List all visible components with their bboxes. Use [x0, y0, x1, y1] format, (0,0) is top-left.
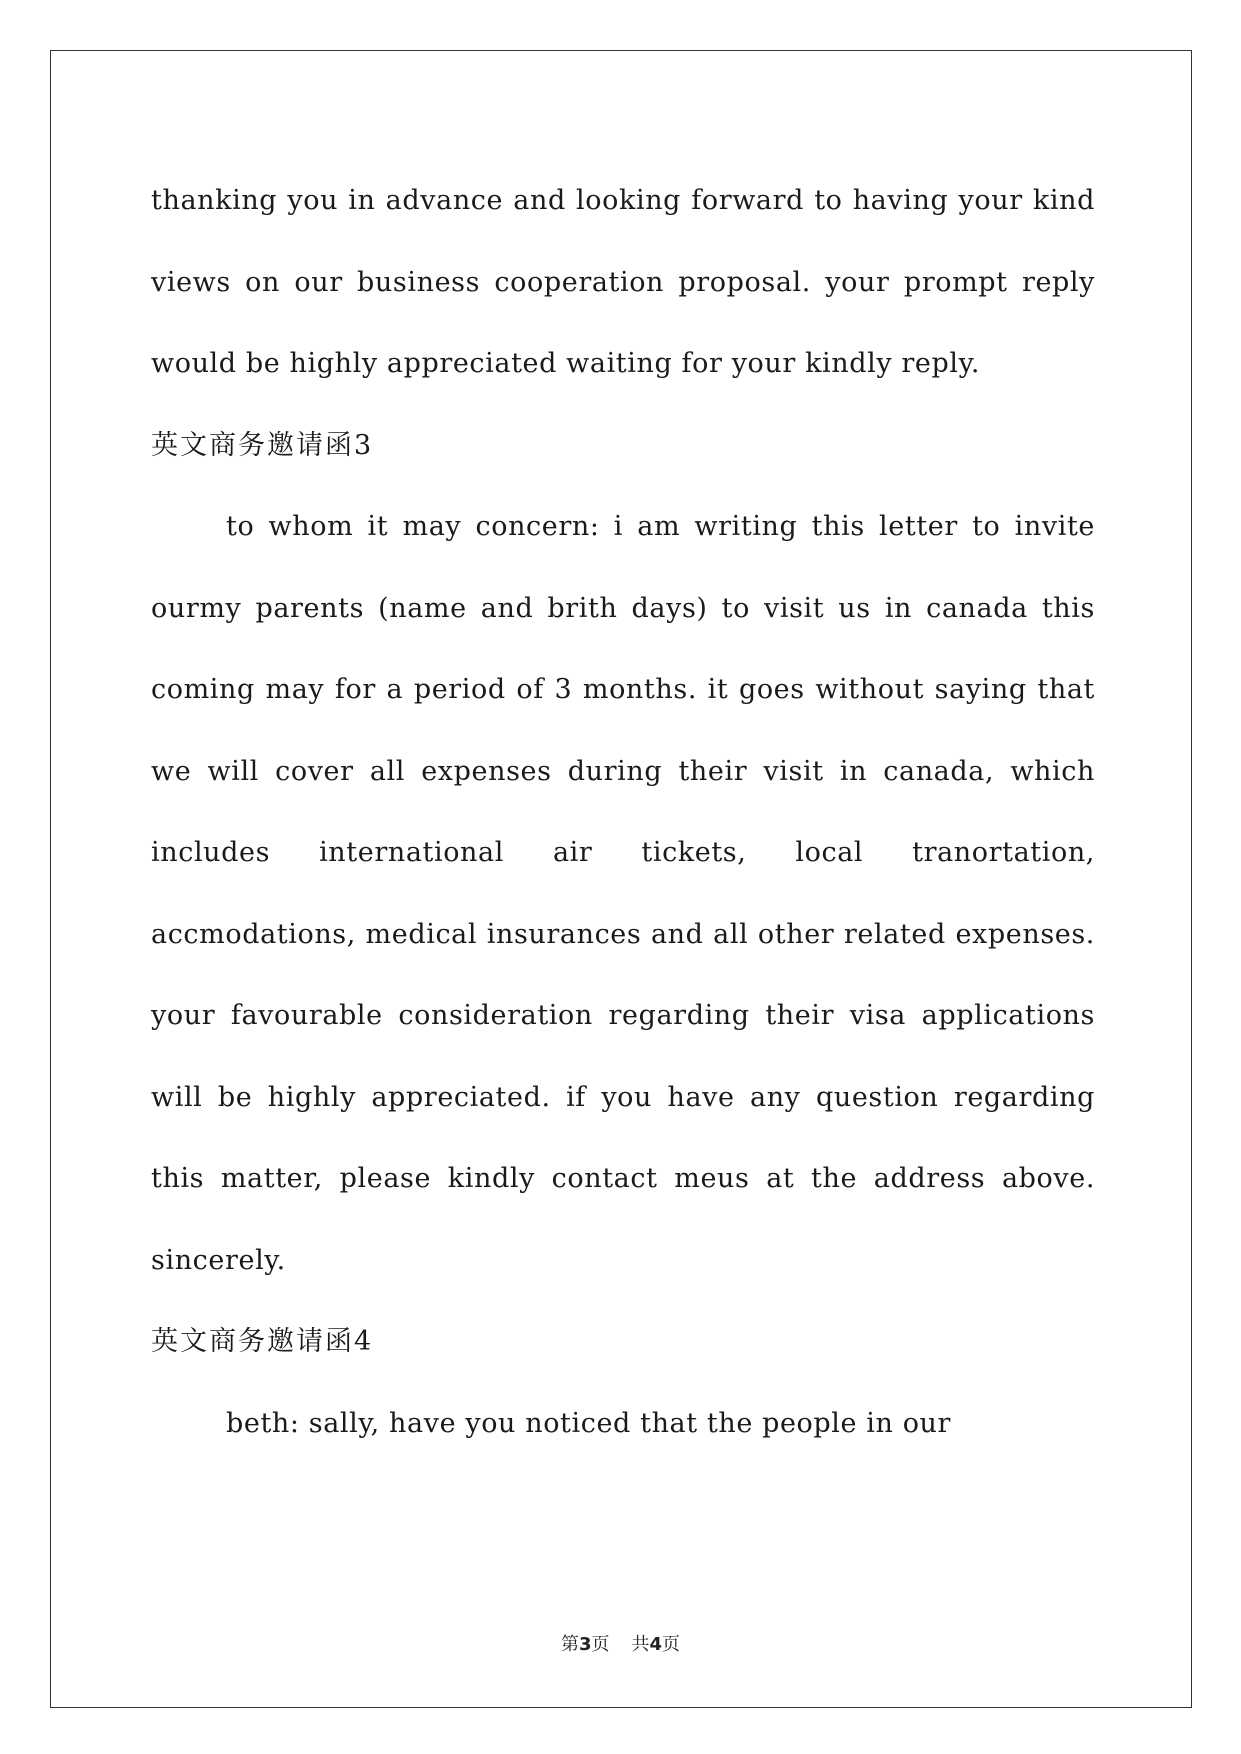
document-body: [151, 160, 1095, 1464]
paragraph-closing-remarks: thanking you in advance and looking forward to having your kind views on our business cooperation proposal. your prompt reply would be highly appreciated waiting for your kindly reply.: [151, 185, 1095, 379]
paragraph-invitation-4-body: beth: sally, have you noticed that the people in our: [226, 1407, 952, 1439]
footer-page-prefix: 第: [560, 1634, 579, 1655]
footer-total-pages: 4: [649, 1634, 663, 1655]
footer-current-page: 3: [578, 1634, 592, 1655]
footer-total-suffix: 页: [662, 1634, 681, 1655]
section-heading-invitation-4: 英文商务邀请函4: [151, 1326, 374, 1357]
section-heading-invitation-3: 英文商务邀请函3: [151, 429, 374, 461]
page-footer: [0, 1630, 1241, 1656]
footer-page-suffix: 页: [591, 1634, 610, 1655]
paragraph-invitation-3-body: to whom it may concern: i am writing this letter to invite ourmy parents (name and brith days) to visit us in canada this coming may for a period of 3 months. it goes without saying that we will cover all expenses during their visit in canada, which includes international air tickets, local tranortation, accmodations, medical insurances and all other related expenses. your favourable consideration regarding their visa applications will be highly appreciated. if you have any question regarding this matter, please kindly contact meus at the address above. sincerely.: [151, 511, 1095, 1276]
footer-total-prefix: 共: [631, 1634, 650, 1655]
